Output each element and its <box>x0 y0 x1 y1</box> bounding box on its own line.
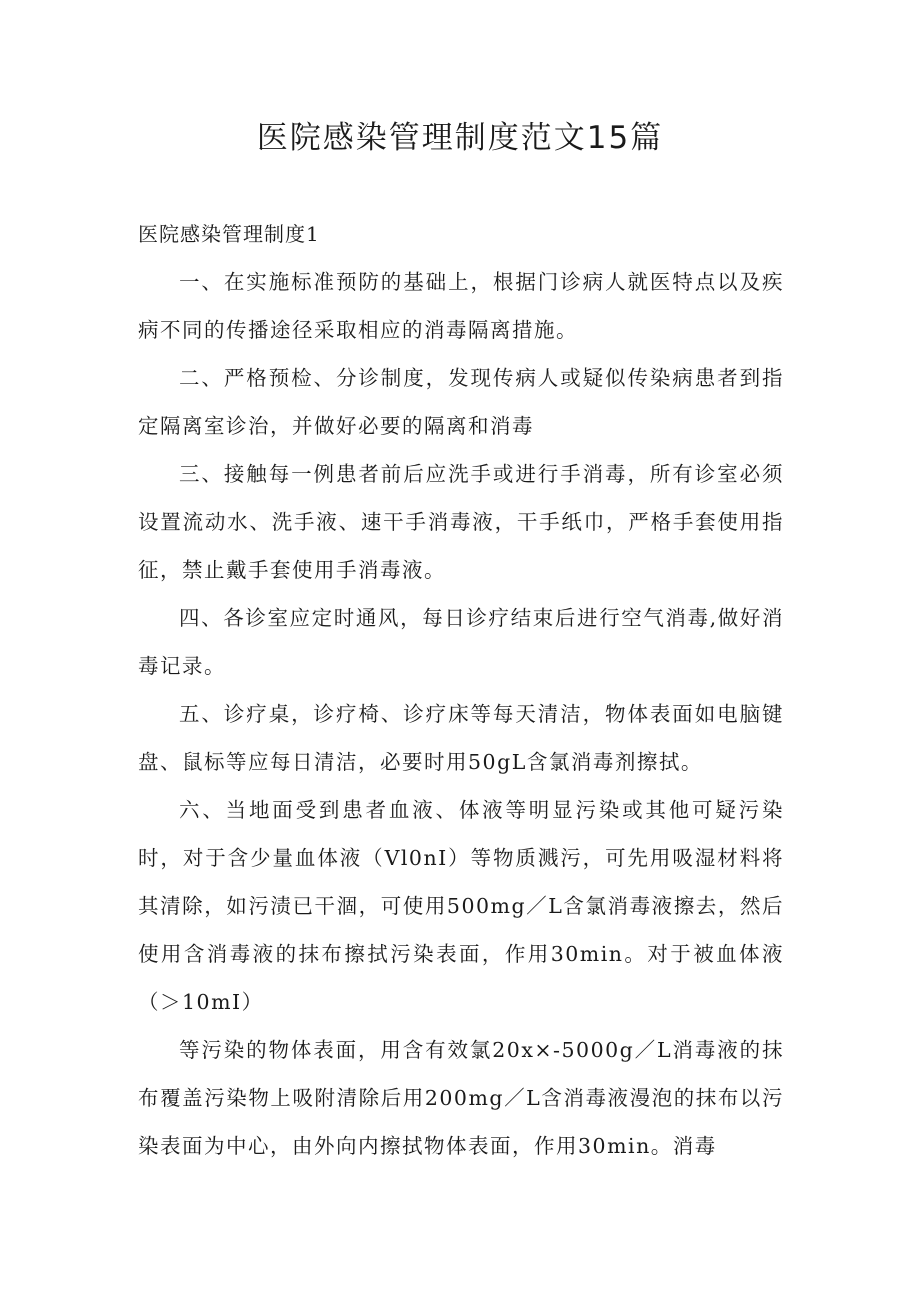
paragraph-5: 五、诊疗桌，诊疗椅、诊疗床等每天清洁，物体表面如电脑键盘、鼠标等应每日清洁，必要时用50gL含氯消毒剂擦拭。 <box>138 702 784 774</box>
paragraph-4: 四、各诊室应定时通风，每日诊疗结束后进行空气消毒,做好消毒记录。 <box>138 606 784 678</box>
paragraph-1: 一、在实施标准预防的基础上，根据门诊病人就医特点以及疾病不同的传播途径采取相应的消毒隔离措施。 <box>138 270 784 342</box>
paragraph-7: 等污染的物体表面，用含有效氯20x×-5000g／L消毒液的抹布覆盖污染物上吸附清除后用200mg／L含消毒液漫泡的抹布以污染表面为中心，由外向内擦拭物体表面，作用30min。消毒 <box>138 1038 784 1158</box>
document-title: 医院感染管理制度范文15篇 <box>256 120 664 156</box>
paragraph-2: 二、严格预检、分诊制度，发现传病人或疑似传染病患者到指定隔离室诊治，并做好必要的隔离和消毒 <box>138 366 784 438</box>
paragraph-6: 六、当地面受到患者血液、体液等明显污染或其他可疑污染时，对于含少量血体液（Vl0nI）等物质溅污，可先用吸湿材料将其清除，如污渍已干涸，可使用500mg／L含氯消毒液擦去，然后使用含消毒液的抹布擦拭污染表面，作用30min。对于被血体液（＞10mI） <box>138 798 784 1014</box>
document-body <box>138 210 784 1170</box>
section-heading: 医院感染管理制度1 <box>138 222 320 246</box>
paragraph-3: 三、接触每一例患者前后应洗手或进行手消毒，所有诊室必须设置流动水、洗手液、速干手消毒液，干手纸巾，严格手套使用指征，禁止戴手套使用手消毒液。 <box>138 462 784 582</box>
